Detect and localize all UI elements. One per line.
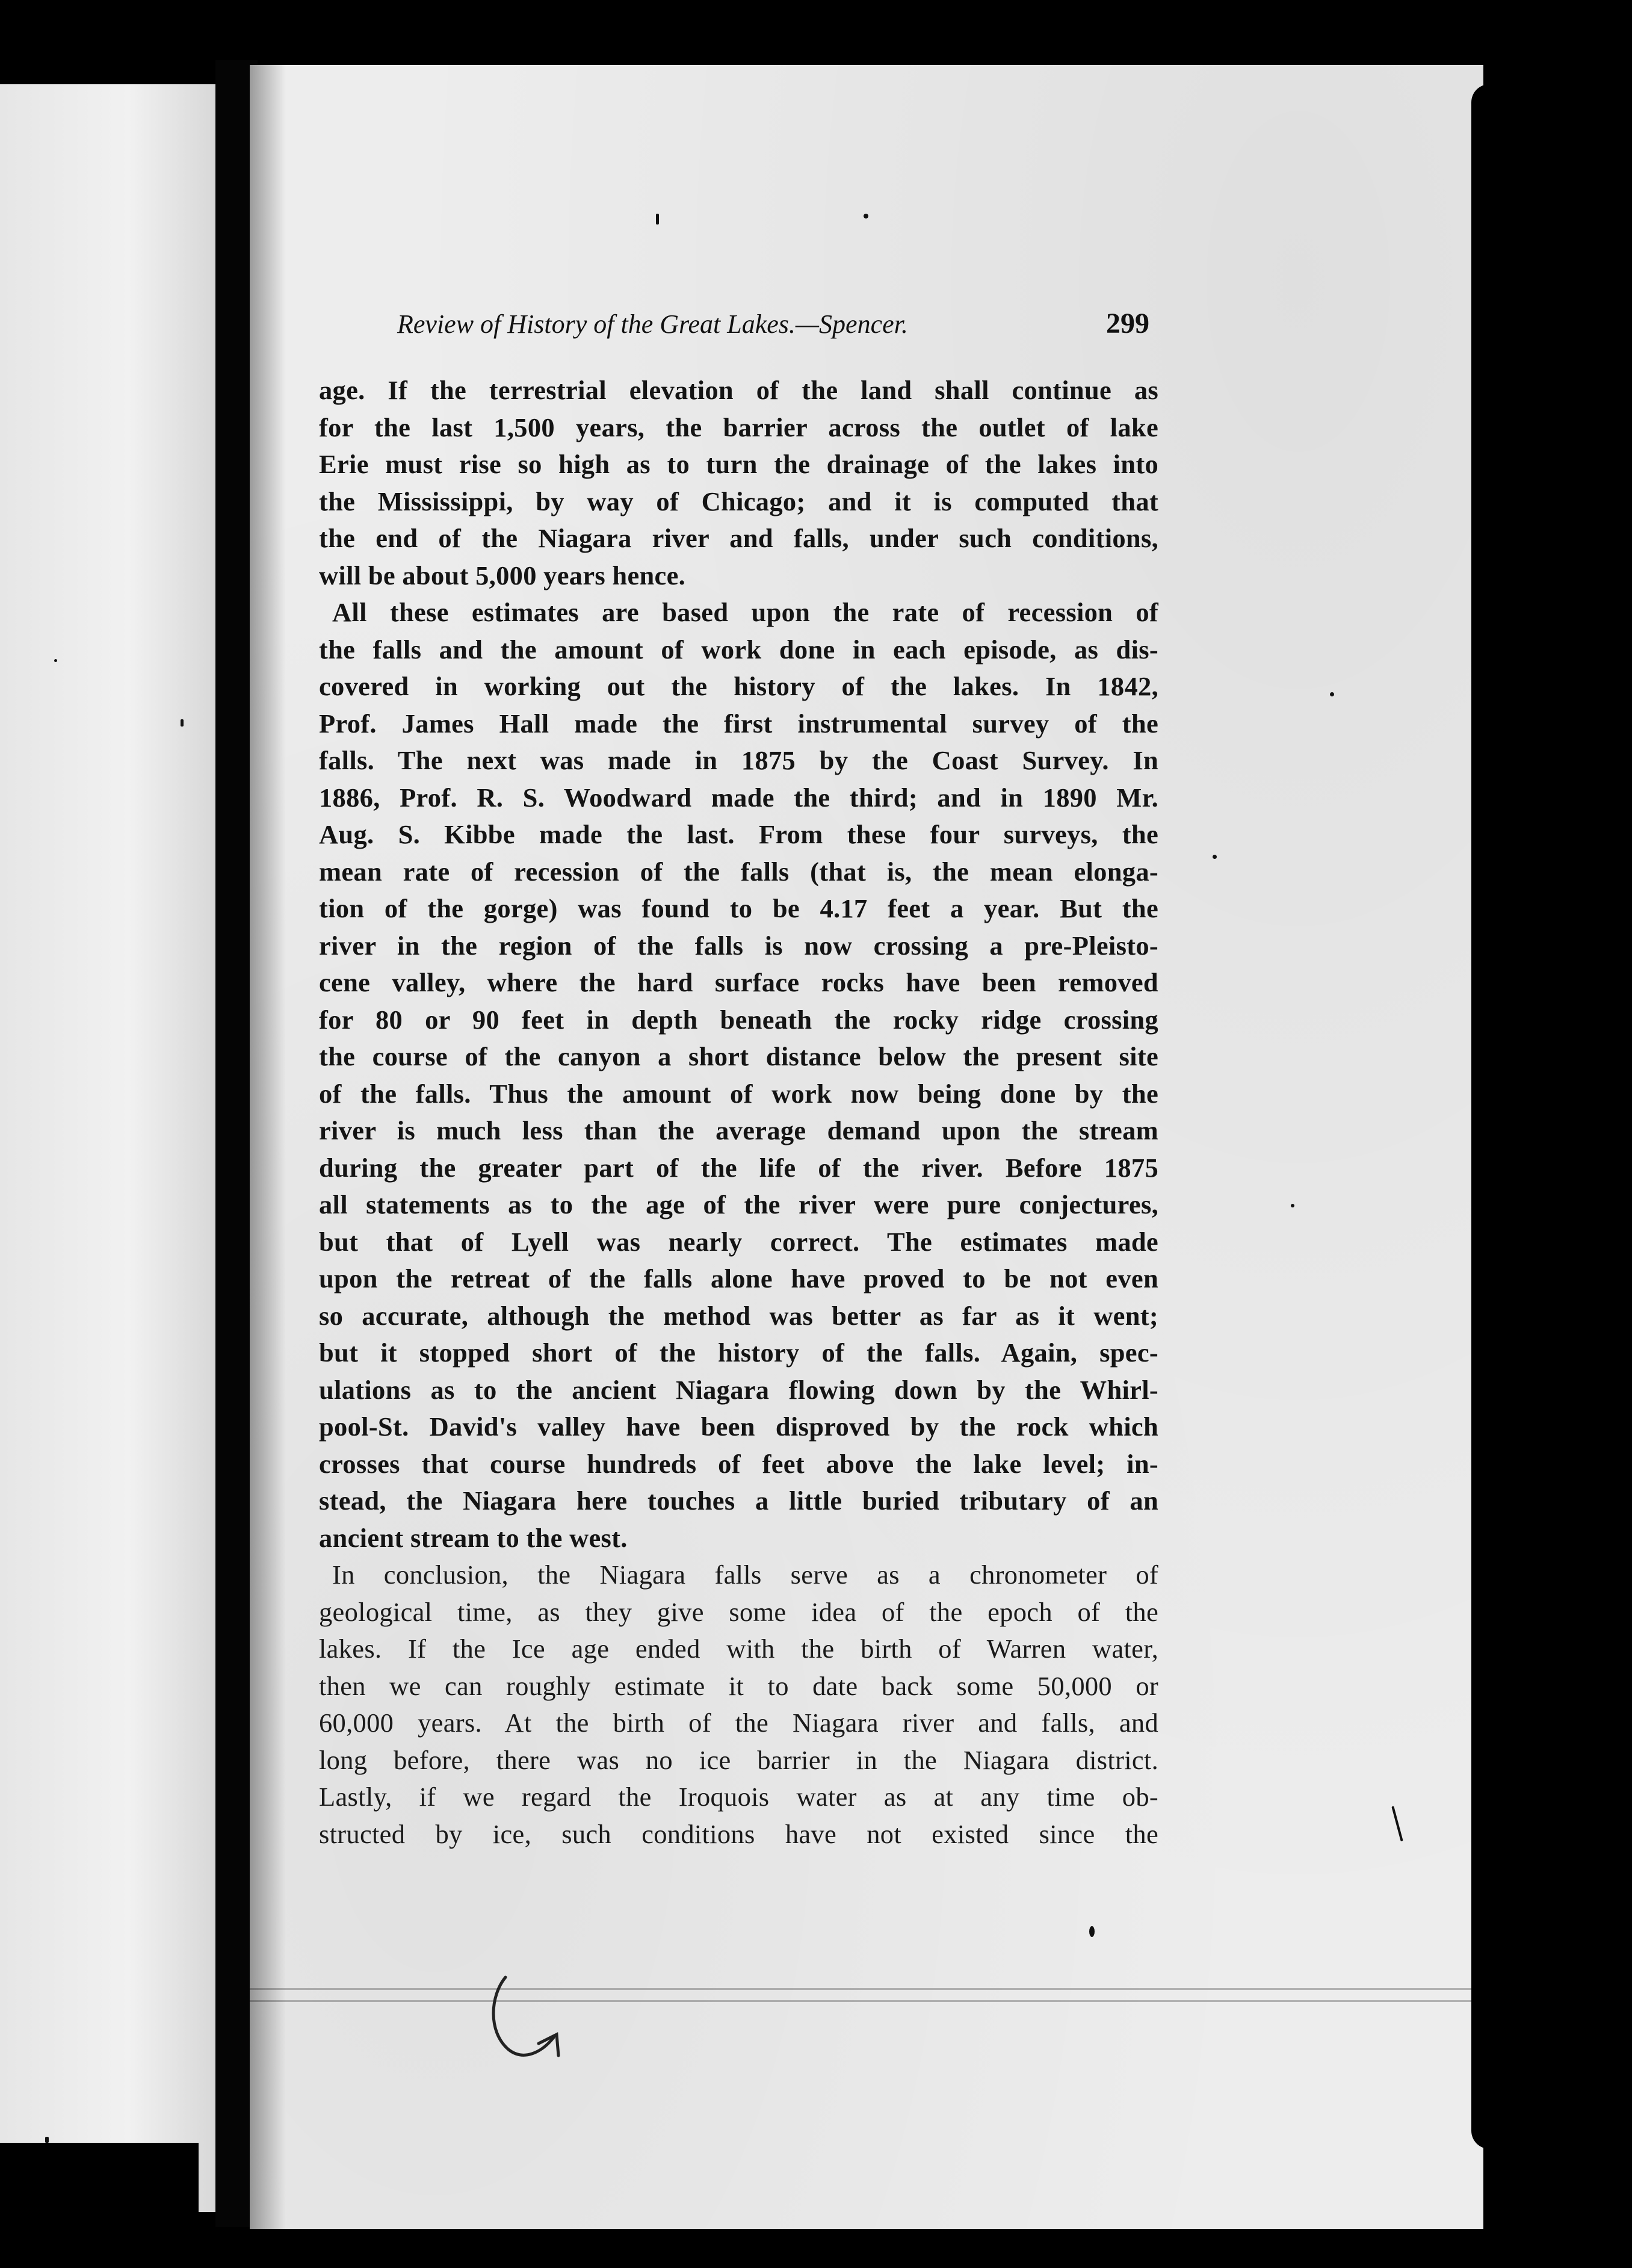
text-line: river in the region of the falls is now crossing a pre-Pleisto- xyxy=(319,930,1158,961)
text-line: covered in working out the history of the lakes. In 1842, xyxy=(319,671,1158,701)
speck xyxy=(1291,1204,1294,1207)
text-line: all statements as to the age of the river were pure conjectures, xyxy=(319,1189,1158,1219)
text-line: the Mississippi, by way of Chicago; and it is computed that xyxy=(319,486,1158,516)
text-line: Lastly, if we regard the Iroquois water as at any time ob- xyxy=(319,1782,1158,1812)
text-line: crosses that course hundreds of feet above the lake level; in- xyxy=(319,1448,1158,1479)
text-line: All these estimates are based upon the rate of recession of xyxy=(332,597,1158,627)
text-line: river is much less than the average demand upon the stream xyxy=(319,1115,1158,1145)
text-line: Erie must rise so high as to turn the drainage of the lakes into xyxy=(319,449,1158,479)
text-line: pool-St. David's valley have been disproved by the rock which xyxy=(319,1411,1158,1442)
text-line: age. If the terrestrial elevation of the land shall continue as xyxy=(319,375,1158,405)
text-line: but that of Lyell was nearly correct. The estimates made xyxy=(319,1226,1158,1257)
text-line: geological time, as they give some idea of the epoch of the xyxy=(319,1596,1158,1627)
text-line: falls. The next was made in 1875 by the Coast Survey. In xyxy=(319,745,1158,775)
speck xyxy=(656,214,659,225)
running-head xyxy=(397,307,1149,340)
text-line: 60,000 years. At the birth of the Niagara river and falls, and xyxy=(319,1708,1158,1738)
scan-line xyxy=(250,2000,1483,2002)
body-text xyxy=(319,372,1158,1853)
text-line: so accurate, although the method was better as far as it went; xyxy=(319,1300,1158,1331)
text-line: ulations as to the ancient Niagara flowing down by the Whirl- xyxy=(319,1374,1158,1405)
text-line: ancient stream to the west. xyxy=(319,1522,628,1553)
scan-bottom-border xyxy=(0,2229,1632,2268)
text-line: Aug. S. Kibbe made the last. From these four surveys, the xyxy=(319,819,1158,849)
text-line: 1886, Prof. R. S. Woodward made the third; and in 1890 Mr. xyxy=(319,782,1158,813)
scan-right-border xyxy=(1471,84,1562,2149)
text-line: mean rate of recession of the falls (that is, the mean elonga- xyxy=(319,856,1158,887)
speck xyxy=(45,2137,49,2143)
facing-page-edge xyxy=(0,84,215,2212)
speck xyxy=(1330,692,1334,696)
speck xyxy=(1213,855,1217,859)
scan-top-border xyxy=(0,0,1632,60)
text-line: the end of the Niagara river and falls, under such conditions, xyxy=(319,523,1158,553)
text-line: during the greater part of the life of the river. Before 1875 xyxy=(319,1152,1158,1183)
speck xyxy=(54,659,57,662)
text-line: will be about 5,000 years hence. xyxy=(319,560,686,590)
text-line: but it stopped short of the history of the falls. Again, spec- xyxy=(319,1337,1158,1368)
text-line: upon the retreat of the falls alone have proved to be not even xyxy=(319,1263,1158,1294)
speck xyxy=(1089,1926,1095,1937)
text-line: the falls and the amount of work done in each episode, as dis- xyxy=(319,634,1158,665)
gutter-shadow xyxy=(250,65,286,2229)
scan-line xyxy=(250,1988,1483,1990)
text-line: structed by ice, such conditions have not existed since the xyxy=(319,1818,1158,1849)
speck xyxy=(864,214,868,218)
text-line: then we can roughly estimate it to date back some 50,000 or xyxy=(319,1670,1158,1701)
text-line: tion of the gorge) was found to be 4.17 feet a year. But the xyxy=(319,893,1158,923)
text-line: stead, the Niagara here touches a little buried tributary of an xyxy=(319,1486,1158,1516)
text-line: for the last 1,500 years, the barrier across the outlet of lake xyxy=(319,412,1158,442)
text-line: Prof. James Hall made the first instrumental survey of the xyxy=(319,708,1158,739)
text-line: of the falls. Thus the amount of work now being done by the xyxy=(319,1078,1158,1109)
pencil-mark xyxy=(487,1971,584,2074)
text-line: lakes. If the Ice age ended with the birth of Warren water, xyxy=(319,1634,1158,1664)
running-head-title: Review of History of the Great Lakes.—Spencer. xyxy=(397,309,908,339)
text-line: for 80 or 90 feet in depth beneath the rocky ridge crossing xyxy=(319,1004,1158,1035)
text-line: In conclusion, the Niagara falls serve as a chronometer of xyxy=(332,1560,1158,1590)
text-line: long before, there was no ice barrier in the Niagara district. xyxy=(319,1744,1158,1775)
page-number: 299 xyxy=(1106,308,1149,339)
text-line: cene valley, where the hard surface rocks have been removed xyxy=(319,967,1158,997)
speck xyxy=(181,719,184,727)
text-line: the course of the canyon a short distance below the present site xyxy=(319,1041,1158,1071)
